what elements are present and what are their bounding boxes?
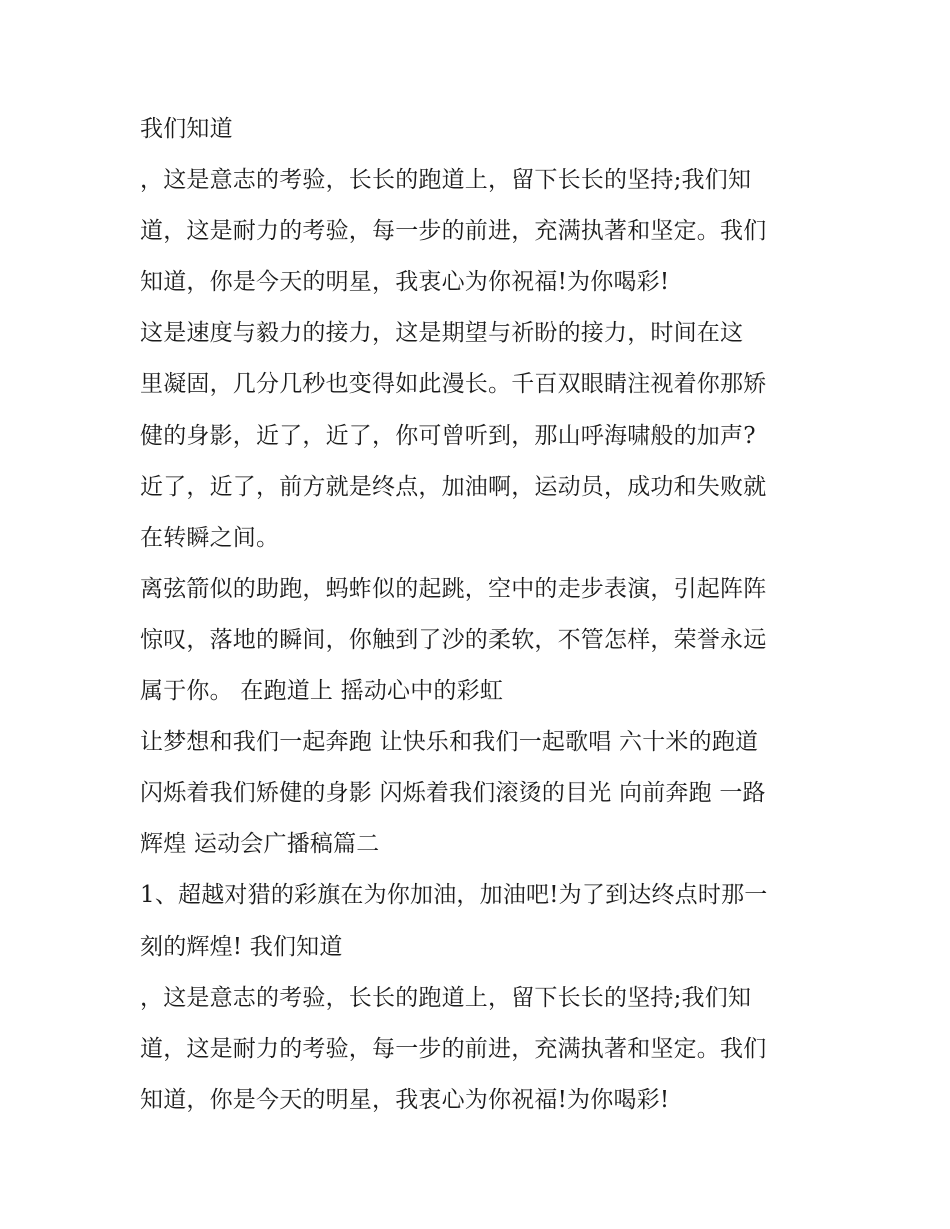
text-line: 离弦箭似的助跑，蚂蚱似的起跳，空中的走步表演，引起阵阵 (140, 575, 767, 602)
text-line: 道，这是耐力的考验，每一步的前进，充满执著和坚定。我们 (140, 1035, 767, 1062)
text-line: 近了，近了，前方就是终点，加油啊，运动员，成功和失败就 (140, 473, 767, 500)
text-line: 知道，你是今天的明星，我衷心为你祝福!为你喝彩! (140, 1086, 670, 1113)
text-line: 让梦想和我们一起奔跑 让快乐和我们一起歌唱 六十米的跑道 (140, 729, 759, 756)
text-line: 健的身影，近了，近了，你可曾听到，那山呼海啸般的加声? (140, 422, 756, 449)
text-line: 道，这是耐力的考验，每一步的前进，充满执著和坚定。我们 (140, 218, 767, 245)
text-line: 我们知道 (140, 116, 233, 142)
text-line: 在转瞬之间。 (140, 524, 280, 551)
text-line: 惊叹，落地的瞬间，你触到了沙的柔软，不管怎样，荣誉永远 (140, 626, 767, 653)
text-line: ，这是意志的考验，长长的跑道上，留下长长的坚持;我们知 (140, 984, 752, 1011)
text-line: 1、超越对猎的彩旗在为你加油，加油吧!为了到达终点时那一 (140, 882, 768, 909)
text-line: 辉煌 运动会广播稿篇二 (140, 831, 380, 858)
text-line: 闪烁着我们矫健的身影 闪烁着我们滚烫的目光 向前奔跑 一路 (140, 780, 766, 807)
document-body (140, 104, 820, 1126)
text-line: 这是速度与毅力的接力，这是期望与祈盼的接力，时间在这 (140, 320, 744, 347)
text-line: 刻的辉煌! 我们知道 (140, 933, 343, 960)
text-line: 知道，你是今天的明星，我衷心为你祝福!为你喝彩! (140, 269, 670, 296)
text-line: 属于你。 在跑道上 摇动心中的彩虹 (140, 678, 504, 705)
text-line: 里凝固，几分几秒也变得如此漫长。千百双眼睛注视着你那矫 (140, 371, 767, 398)
text-line: ，这是意志的考验，长长的跑道上，留下长长的坚持;我们知 (140, 167, 752, 194)
